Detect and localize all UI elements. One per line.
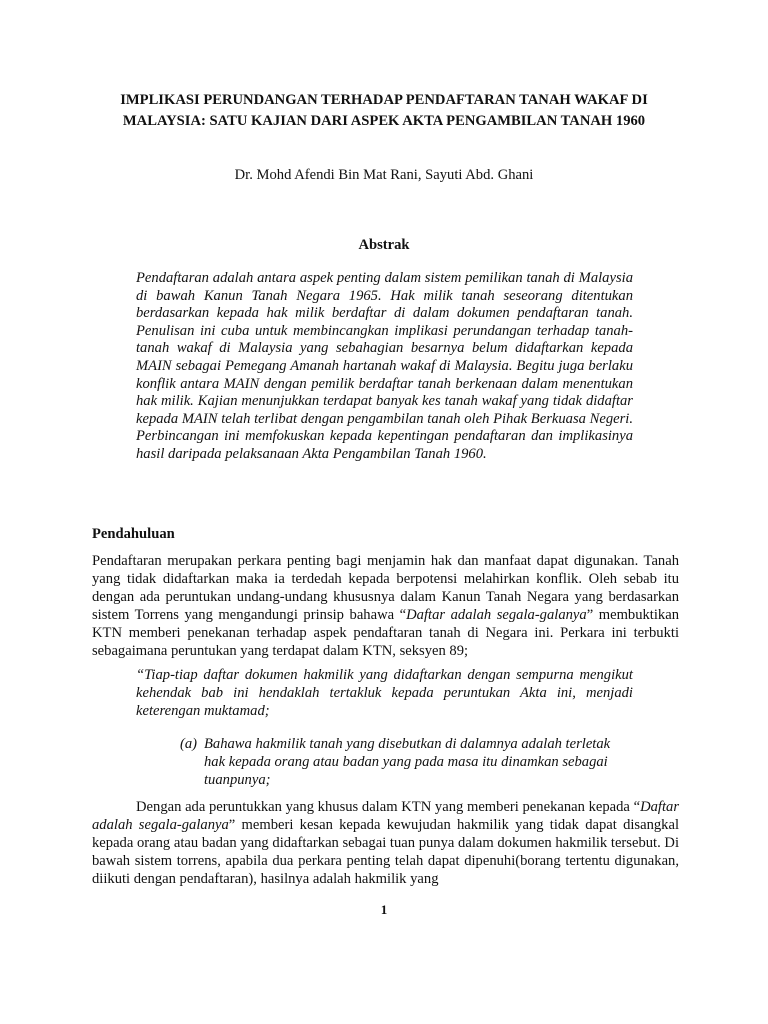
paragraph-1-emphasis: Daftar adalah segala-galanya [406, 607, 587, 623]
abstract-text: Pendaftaran adalah antara aspek penting dalam sistem pemilikan tanah di Malaysia di bawah Kanun Tanah Negara 1965. Hak milik tanah seseorang ditentukan berdasarkan kepada hak milik berdaftar di dalam dokumen pendaftaran tanah. Penulisan ini cuba untuk membincangkan implikasi perundangan terhadap tanah-tanah wakaf di Malaysia yang sebahagian besarnya belum didaftarkan kepada MAIN sebagai Pemegang Amanah hartanah wakaf di Malaysia. Begitu juga berlaku konflik antara MAIN dengan pemilik berdaftar tanah berkenaan dalam menentukan hak milik. Kajian menunjukkan terdapat banyak kes tanah wakaf yang tidak didaftar kepada MAIN telah terlibat dengan pengambilan tanah oleh Pihak Berkuasa Negeri. Perbincangan ini memfokuskan kepada kepentingan pendaftaran dan implikasinya hasil daripada pelaksanaan Akta Pengambilan Tanah 1960. [136, 270, 633, 462]
quote-item-text: Bahawa hakmilik tanah yang disebutkan di dalamnya adalah terletak hak kepada orang atau badan yang pada masa itu dinamkan sebagai tuanpunya; [204, 736, 611, 788]
paragraph-2-text-a: Dengan ada peruntukkan yang khusus dalam KTN yang memberi penekanan kepada “ [136, 799, 641, 815]
author-line: Dr. Mohd Afendi Bin Mat Rani, Sayuti Abd. Ghani [234, 167, 534, 183]
block-quote: “Tiap-tiap daftar dokumen hakmilik yang didaftarkan dengan sempurna mengikut kehendak bab ini hendaklah tertakluk kepada peruntukan Akta ini, menjadi keterengan muktamad; [136, 667, 633, 719]
page-number: 1 [380, 902, 388, 917]
paragraph-1-text-b: ” membuktikan KTN memberi penekanan terhadap aspek pendaftaran tanah di Negara ini. Perkara ini terbukti sebagaimana peruntukan yang terdapat dalam KTN, seksyen 89; [92, 607, 679, 659]
block-quote-item [180, 735, 633, 789]
paragraph-2-emphasis: Daftar adalah segala-galanya [92, 799, 679, 833]
paragraph-1-text-a: Pendaftaran merupakan perkara penting bagi menjamin hak dan manfaat dapat digunakan. Tanah yang tidak didaftarkan maka ia terdedah kepada berpotensi melahirkan konflik. Oleh sebab itu dengan ada peruntukan undang-undang khususnya dalam Kanun Tanah Negara yang berdasarkan sistem Torrens yang mengandungi prinsip bahawa “ [92, 553, 679, 623]
abstract-heading: Abstrak [358, 237, 410, 253]
paragraph-2 [92, 798, 679, 888]
paragraph-1 [92, 552, 679, 660]
paragraph-2-text-b: ” memberi kesan kepada kewujudan hakmilik yang tidak dapat disangkal kepada orang atau badan yang didaftarkan sebagai tuan punya dalam dokumen hakmilik tersebut. Di bawah sistem torrens, apabila dua perkara penting telah dapat dipenuhi(borang tertentu digunakan, diikuti dengan pendaftaran), hasilnya adalah hakmilik yang [92, 817, 679, 887]
quote-item-marker: (a) [180, 736, 198, 752]
section-heading: Pendahuluan [92, 526, 175, 542]
paper-title: IMPLIKASI PERUNDANGAN TERHADAP PENDAFTARAN TANAH WAKAF DI MALAYSIA: SATU KAJIAN DARI ASPEK AKTA PENGAMBILAN TANAH 1960 [120, 92, 648, 129]
